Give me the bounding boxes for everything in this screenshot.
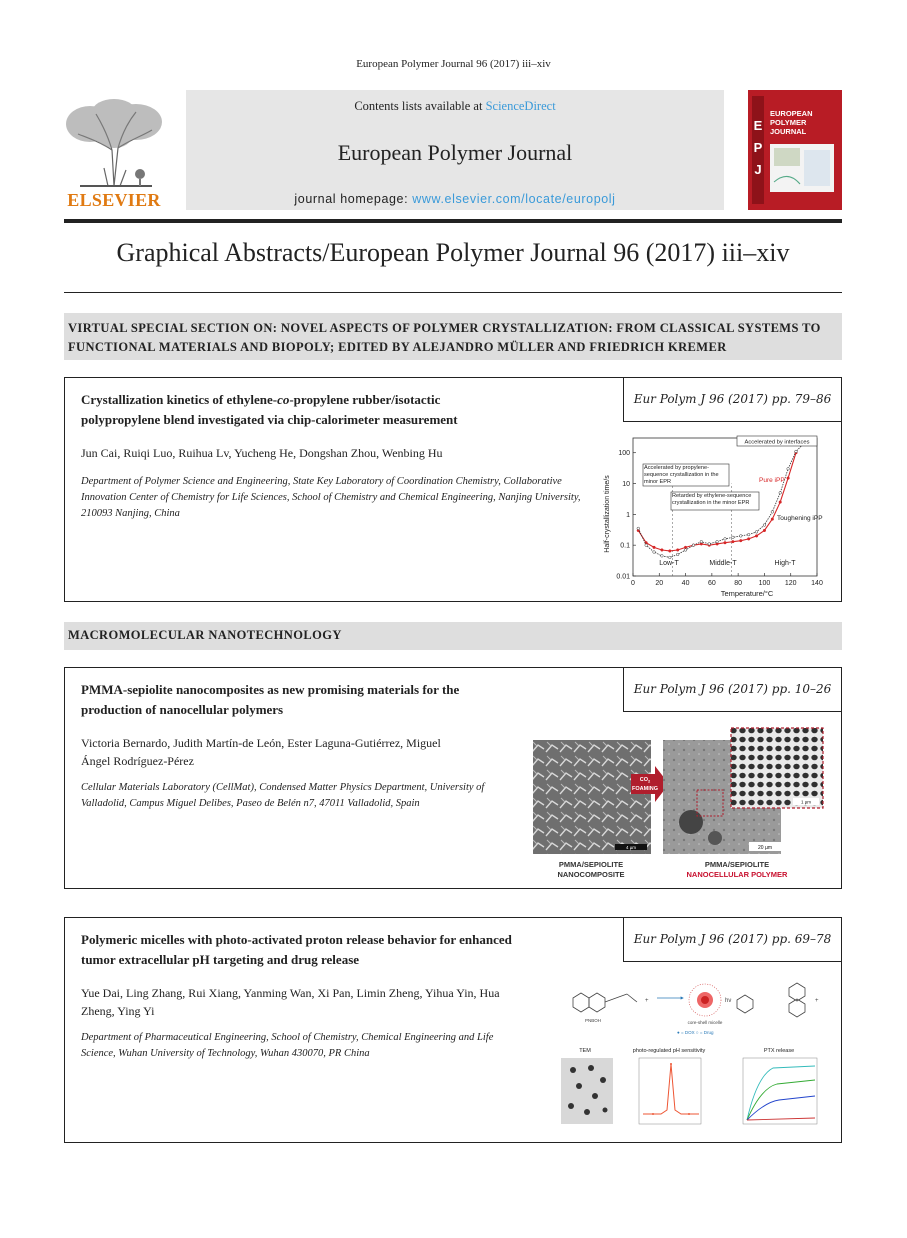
caption-left-1: PMMA/SEPIOLITE — [558, 860, 624, 869]
article-2-citation[interactable]: Eur Polym J 96 (2017) pp. 10–26 — [623, 668, 841, 712]
annotation-propylene: Accelerated by propylene-sequence crystallization in the minor EPR — [644, 465, 719, 485]
contents-prefix: Contents lists available at — [354, 99, 486, 113]
annotation-low-t: Low-T — [659, 560, 679, 567]
section-heading-nano: MACROMOLECULAR NANOTECHNOLOGY — [64, 622, 842, 650]
x-tick-label: 140 — [811, 580, 823, 587]
series-1-point — [653, 546, 656, 549]
series-1-point — [684, 546, 687, 549]
svg-text:hν: hν — [725, 998, 732, 1004]
scale-mid: 20 µm — [758, 845, 772, 851]
series-1-point — [771, 518, 774, 521]
y-tick-label: 100 — [618, 450, 630, 458]
series-2-point — [724, 538, 727, 541]
article-3-authors: Yue Dai, Ling Zhang, Rui Xiang, Yanming Wan, Xi Pan, Limin Zheng, Yihua Yin, Hua Zheng, Ying Yi — [81, 986, 500, 1018]
series-1-point — [676, 549, 679, 552]
annotation-interfaces: Accelerated by interfaces — [744, 439, 810, 446]
chart-xlabel: Temperature/°C — [720, 589, 774, 598]
annotation-high-t: High-T — [774, 560, 796, 567]
section-heading-special: VIRTUAL SPECIAL SECTION ON: NOVEL ASPECTS OF POLYMER CRYSTALLIZATION: FROM CLASSICAL SYSTEMS TO FUNCTIONAL MATERIALS AND BIOPOLY; EDITED BY ALEJANDRO MÜLLER AND FRIEDRICH KREMER — [64, 313, 842, 360]
label-ptx: PTX release — [763, 1048, 795, 1054]
arrow-label-sub: 2 — [648, 778, 651, 784]
cover-title-2: POLYMER — [770, 118, 807, 127]
series-2-point — [669, 556, 672, 559]
series-2-point — [637, 527, 640, 530]
x-tick-label: 0 — [631, 580, 635, 587]
homepage-line — [186, 192, 724, 206]
y-tick-label: 0.1 — [620, 542, 630, 550]
chart-ylabel: Half-crystallization time/s — [604, 475, 611, 553]
series-2-point — [684, 549, 687, 552]
series-2-point — [795, 450, 798, 453]
journal-cover — [748, 90, 842, 210]
cover-letter-j: J — [754, 162, 762, 177]
caption-right-2: NANOCELLULAR POLYMER — [686, 870, 788, 879]
series-2-point — [661, 555, 664, 558]
arrow-label-foaming: FOAMING — [632, 786, 658, 792]
homepage-link[interactable]: www.elsevier.com/locate/europolj — [412, 192, 616, 206]
svg-text:PNBOH: PNBOH — [585, 1018, 602, 1023]
page-title: Graphical Abstracts/European Polymer Journal 96 (2017) iii–xiv — [116, 238, 790, 267]
annotation-pure-ipp: Pure iPP — [759, 477, 785, 484]
x-tick-label: 20 — [655, 580, 664, 587]
sem-inset — [731, 728, 823, 808]
article-1-title[interactable]: Crystallization kinetics of ethylene-co-propylene rubber/isotactic polypropylene blend investigated via chip-calorimeter measurement — [81, 392, 458, 427]
series-1-point — [661, 549, 664, 552]
foam-figure — [531, 726, 831, 884]
article-3-affiliation: Department of Pharmaceutical Engineering, School of Chemistry, Chemical Engineering and Life Science, Wuhan University of Technology, Wuhan 430070, PR China — [81, 1032, 494, 1059]
series-2-point — [708, 543, 711, 546]
annotation-toughening-ipp: Toughening iPP — [777, 515, 823, 522]
y-tick-label: 0.01 — [616, 573, 630, 581]
series-1-point — [724, 541, 727, 544]
label-tem: TEM — [579, 1048, 591, 1054]
x-tick-label: 60 — [707, 580, 716, 587]
article-card-3 — [64, 917, 842, 1143]
cover-title-1: EUROPEAN — [770, 109, 813, 118]
article-1-authors: Jun Cai, Ruiqi Luo, Ruihua Lv, Yucheng He, Dongshan Zhou, Wenbing Hu — [81, 446, 443, 460]
scale-inset: 1 µm — [800, 799, 812, 805]
scale-left: 4 µm — [625, 845, 637, 850]
caption-right-1: PMMA/SEPIOLITE — [704, 860, 770, 869]
annotation-middle-t: Middle-T — [709, 560, 737, 567]
label-shell: core-shell micelle — [687, 1020, 723, 1025]
homepage-prefix: journal homepage: — [294, 192, 413, 206]
series-2-point — [676, 553, 679, 556]
crystallization-chart — [597, 430, 837, 600]
series-1-point — [732, 540, 735, 543]
series-2-point — [700, 540, 703, 543]
svg-text:+: + — [645, 998, 649, 1004]
series-2-point — [692, 544, 695, 547]
series-1-point — [755, 535, 758, 538]
series-2-point — [739, 535, 742, 538]
series-1-point — [739, 539, 742, 542]
article-card-1 — [64, 377, 842, 602]
cover-title-3: JOURNAL — [770, 127, 807, 136]
y-tick-label: 1 — [626, 511, 630, 519]
article-2-authors: Victoria Bernardo, Judith Martín-de León, Ester Laguna-Gutiérrez, Miguel Ángel Rodríguez-Pérez — [81, 736, 441, 768]
article-3-title[interactable]: Polymeric micelles with photo-activated proton release behavior for enhanced tumor extracellular pH targeting and drug release — [81, 932, 512, 967]
article-3-citation[interactable]: Eur Polym J 96 (2017) pp. 69–78 — [623, 918, 841, 962]
article-1-affiliation: Department of Polymer Science and Engineering, State Key Laboratory of Coordination Chemistry, Collaborative Innovation Center of Chemistry for Life Sciences, School of Chemistry and Chemical Engineering, Nanjing University, 210093 Nanjing, China — [81, 476, 581, 519]
micelle-figure — [557, 972, 833, 1140]
article-card-2 — [64, 667, 842, 889]
series-2-point — [771, 511, 774, 514]
contents-line — [186, 99, 724, 114]
article-2-title[interactable]: PMMA-sepiolite nanocomposites as new promising materials for the production of nanocellular polymers — [81, 682, 460, 717]
series-1-point — [747, 538, 750, 541]
x-tick-label: 120 — [784, 580, 797, 587]
header-rule — [64, 219, 842, 223]
series-2-point — [787, 468, 790, 471]
cover-letter-p: P — [753, 140, 763, 155]
series-2-point — [755, 531, 758, 534]
series-2-point — [653, 551, 656, 554]
annotation-ethylene: Retarded by ethylene-sequence crystallization in the minor EPR — [672, 493, 752, 506]
title-rule — [64, 292, 842, 293]
publisher-name: ELSEVIER — [67, 190, 161, 210]
cover-letter-e: E — [753, 118, 763, 133]
label-ph: photo-regulated pH sensitivity — [632, 1048, 706, 1054]
x-tick-label: 40 — [681, 580, 690, 587]
x-tick-label: 100 — [758, 580, 771, 587]
series-2-point — [747, 533, 750, 536]
series-2-point — [716, 540, 719, 543]
svg-text:● = DOX ○ = Drug: ● = DOX ○ = Drug — [677, 1030, 714, 1035]
sem-nanocomposite — [533, 740, 651, 854]
x-tick-label: 80 — [734, 580, 743, 587]
series-2-point — [763, 524, 766, 527]
series-1-point — [779, 501, 782, 504]
series-2-point — [779, 492, 782, 495]
series-1-point — [763, 529, 766, 532]
arrow-label-co: CO — [639, 777, 649, 783]
y-tick-label: 10 — [622, 481, 630, 489]
sciencedirect-link[interactable]: ScienceDirect — [485, 99, 556, 113]
series-2-point — [645, 544, 648, 547]
running-head: European Polymer Journal 96 (2017) iii–xiv — [356, 58, 551, 70]
caption-left-2: NANOCOMPOSITE — [557, 870, 625, 879]
series-1-point — [669, 550, 672, 553]
article-1-citation[interactable]: Eur Polym J 96 (2017) pp. 79–86 — [623, 378, 841, 422]
micelle-graphic — [689, 984, 721, 1016]
journal-name: European Polymer Journal — [337, 140, 573, 165]
series-1-point — [787, 477, 790, 480]
svg-text:+: + — [815, 998, 819, 1004]
series-2-point — [732, 536, 735, 539]
article-2-affiliation: Cellular Materials Laboratory (CellMat), Condensed Matter Physics Department, University of Valladolid, Campus Miguel Delibes, Paseo de Belén n7, 47011 Valladolid, Spain — [81, 782, 485, 809]
svg-text:CO2 — [640, 777, 651, 784]
